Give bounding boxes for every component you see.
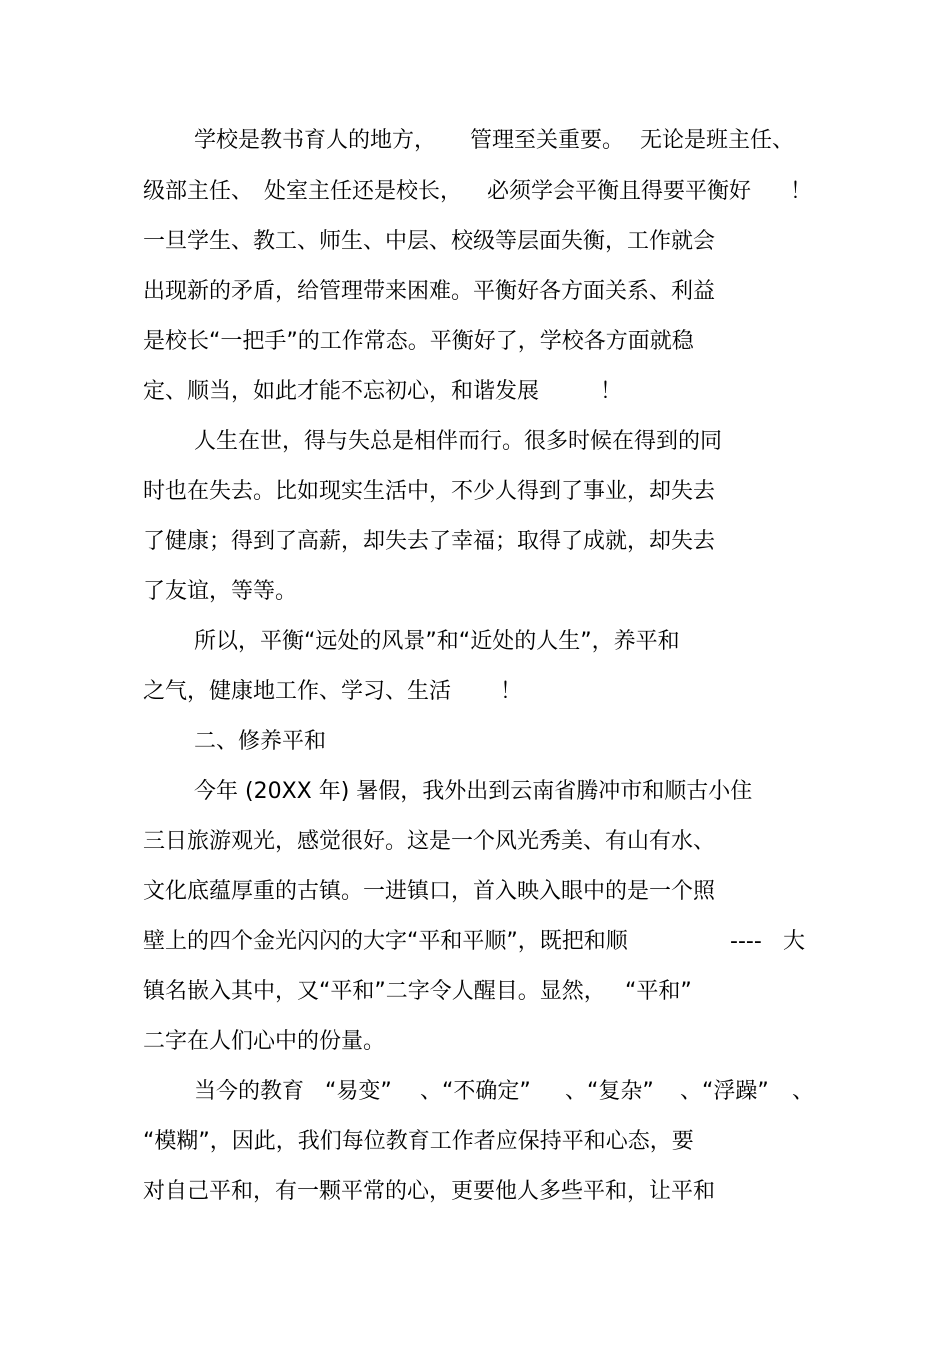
paragraph-line xyxy=(0,927,806,957)
text-segment: 大 xyxy=(783,929,806,954)
paragraph-line xyxy=(0,477,716,507)
text-segment: 处室主任还是校长， xyxy=(264,179,463,204)
text-segment: 无论是班主任、 xyxy=(640,128,795,153)
text-segment: “平和” xyxy=(625,979,692,1004)
paragraph-line xyxy=(0,1077,815,1107)
paragraph-line xyxy=(0,627,680,657)
paragraph-line xyxy=(0,1127,694,1157)
paragraph-line xyxy=(0,126,795,156)
text-segment: 必须学会平衡且得要平衡好 xyxy=(487,179,752,204)
text-segment: 文化底蕴厚重的古镇。一进镇口，首入映入眼中的是一个照 xyxy=(143,879,716,904)
text-segment: 、“不确定” xyxy=(420,1079,531,1104)
text-segment: ！ xyxy=(500,679,523,704)
text-segment: 定、顺当，如此才能不忘初心，和谐发展 xyxy=(143,379,540,404)
paragraph-line xyxy=(0,377,623,407)
text-segment: 、“浮躁” xyxy=(680,1079,769,1104)
text-segment: ！ xyxy=(600,379,623,404)
section-heading xyxy=(0,727,327,757)
text-segment: ---- xyxy=(730,929,762,954)
text-segment: 三日旅游观光，感觉很好。这是一个风光秀美、有山有水、 xyxy=(143,829,716,854)
text-segment: 当今的教育 xyxy=(194,1079,305,1104)
paragraph-line xyxy=(0,427,723,457)
text-segment: ！ xyxy=(790,179,813,204)
text-segment: 、 xyxy=(792,1079,815,1104)
text-segment: 了友谊，等等。 xyxy=(143,579,298,604)
text-segment: 一旦学生、教工、师生、中层、校级等层面失衡，工作就会 xyxy=(143,229,716,254)
paragraph-line xyxy=(0,177,813,207)
paragraph-line xyxy=(0,327,694,357)
text-segment: 对自己平和，有一颗平常的心，更要他人多些平和，让平和 xyxy=(143,1179,716,1204)
paragraph-line xyxy=(0,277,716,307)
text-segment: “易变” xyxy=(325,1079,392,1104)
paragraph-line xyxy=(0,877,716,907)
text-segment: 级部主任、 xyxy=(143,179,254,204)
paragraph-line xyxy=(0,1027,386,1057)
text-segment: 管理至关重要。 xyxy=(470,128,625,153)
text-segment: 二字在人们心中的份量。 xyxy=(143,1029,386,1054)
text-segment: 二、修养平和 xyxy=(194,729,327,754)
paragraph-line xyxy=(0,977,692,1007)
text-segment: 人生在世，得与失总是相伴而行。很多时候在得到的同 xyxy=(194,429,723,454)
text-segment: 了健康；得到了高薪，却失去了幸福；取得了成就，却失去 xyxy=(143,529,716,554)
paragraph-line xyxy=(0,677,523,707)
text-segment: 镇名嵌入其中，又“平和”二字令人醒目。显然， xyxy=(143,979,606,1004)
paragraph-line xyxy=(0,527,716,557)
text-segment: 壁上的四个金光闪闪的大字“平和平顺”，既把和顺 xyxy=(143,929,628,954)
text-segment: 之气，健康地工作、学习、生活 xyxy=(143,679,452,704)
text-segment: 所以，平衡“远处的风景”和“近处的人生”，养平和 xyxy=(194,629,680,654)
paragraph-line xyxy=(0,227,716,257)
text-segment: 、“复杂” xyxy=(565,1079,654,1104)
paragraph-line xyxy=(0,777,753,807)
text-segment: 学校是教书育人的地方， xyxy=(194,128,437,153)
text-segment: 出现新的矛盾，给管理带来困难。平衡好各方面关系、利益 xyxy=(143,279,716,304)
text-segment: “模糊”，因此，我们每位教育工作者应保持平和心态，要 xyxy=(143,1129,694,1154)
paragraph-line xyxy=(0,577,298,607)
paragraph-line xyxy=(0,1177,716,1207)
paragraph-line xyxy=(0,827,716,857)
text-segment: 是校长“一把手”的工作常态。平衡好了，学校各方面就稳 xyxy=(143,329,694,354)
text-segment: 时也在失去。比如现实生活中，不少人得到了事业，却失去 xyxy=(143,479,716,504)
text-segment: 今年 (20XX 年) 暑假，我外出到云南省腾冲市和顺古小住 xyxy=(194,779,753,804)
